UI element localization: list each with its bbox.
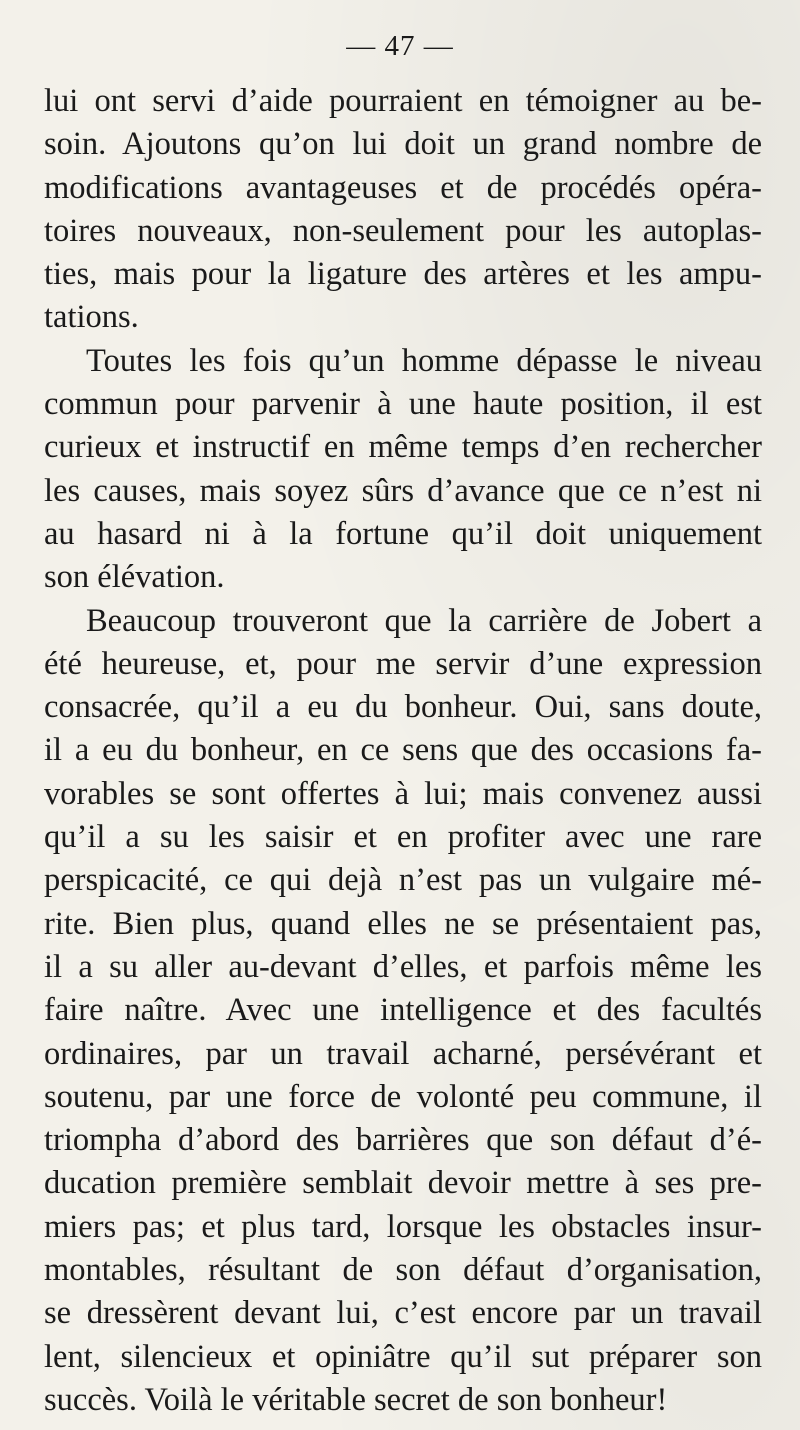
text-line: ducation première semblait devoir mettre à ses pre-: [44, 1165, 762, 1202]
body-text: [44, 80, 762, 1422]
text-line: ties, mais pour la ligature des artères et les ampu-: [44, 256, 762, 293]
text-line: lui ont servi d’aide pourraient en témoigner au be-: [44, 83, 762, 119]
text-line: montables, résultant de son défaut d’organisation,: [44, 1252, 762, 1289]
text-line: Toutes les fois qu’un homme dépasse le niveau: [86, 342, 762, 379]
text-line: consacrée, qu’il a eu du bonheur. Oui, sans doute,: [44, 689, 762, 726]
text-line: triompha d’abord des barrières que son défaut d’é-: [44, 1122, 762, 1159]
text-line: ordinaires, par un travail acharné, persévérant et: [44, 1035, 762, 1072]
text-line: rite. Bien plus, quand elles ne se présentaient pas,: [44, 905, 762, 942]
paragraph-1: [44, 80, 762, 340]
text-line: faire naître. Avec une intelligence et des facultés: [44, 992, 762, 1029]
text-line: succès. Voilà le véritable secret de son bonheur!: [44, 1381, 668, 1418]
paragraph-3: [44, 600, 762, 1423]
text-line: il a su aller au-devant d’elles, et parfois même les: [44, 948, 762, 985]
text-line: perspicacité, ce qui dejà n’est pas un vulgaire mé-: [44, 862, 762, 899]
text-line: toires nouveaux, non-seulement pour les autoplas-: [44, 212, 762, 249]
text-line: vorables se sont offertes à lui; mais convenez aussi: [44, 775, 762, 812]
text-line: son élévation.: [44, 559, 225, 596]
text-line: se dressèrent devant lui, c’est encore par un travail: [44, 1295, 762, 1332]
text-line: été heureuse, et, pour me servir d’une expression: [44, 645, 762, 682]
text-line: curieux et instructif en même temps d’en rechercher: [44, 429, 762, 466]
text-line: lent, silencieux et opiniâtre qu’il sut préparer son: [44, 1338, 762, 1375]
text-line: Beaucoup trouveront que la carrière de Jobert a: [86, 602, 762, 639]
text-line: tations.: [44, 299, 139, 336]
text-line: soin. Ajoutons qu’on lui doit un grand nombre de: [44, 126, 762, 163]
paragraph-2: [44, 340, 762, 600]
text-line: qu’il a su les saisir et en profiter avec une rare: [44, 819, 762, 856]
text-line: miers pas; et plus tard, lorsque les obstacles insur-: [44, 1208, 762, 1245]
text-line: commun pour parvenir à une haute position, il est: [44, 386, 762, 423]
text-line: les causes, mais soyez sûrs d’avance que ce n’est ni: [44, 472, 762, 509]
text-line: soutenu, par une force de volonté peu commune, il: [44, 1078, 762, 1115]
text-line: au hasard ni à la fortune qu’il doit uniquement: [44, 515, 762, 552]
text-line: modifications avantageuses et de procédés opéra-: [44, 169, 762, 206]
page-number: — 47 —: [346, 30, 454, 62]
text-line: il a eu du bonheur, en ce sens que des occasions fa-: [44, 732, 762, 769]
